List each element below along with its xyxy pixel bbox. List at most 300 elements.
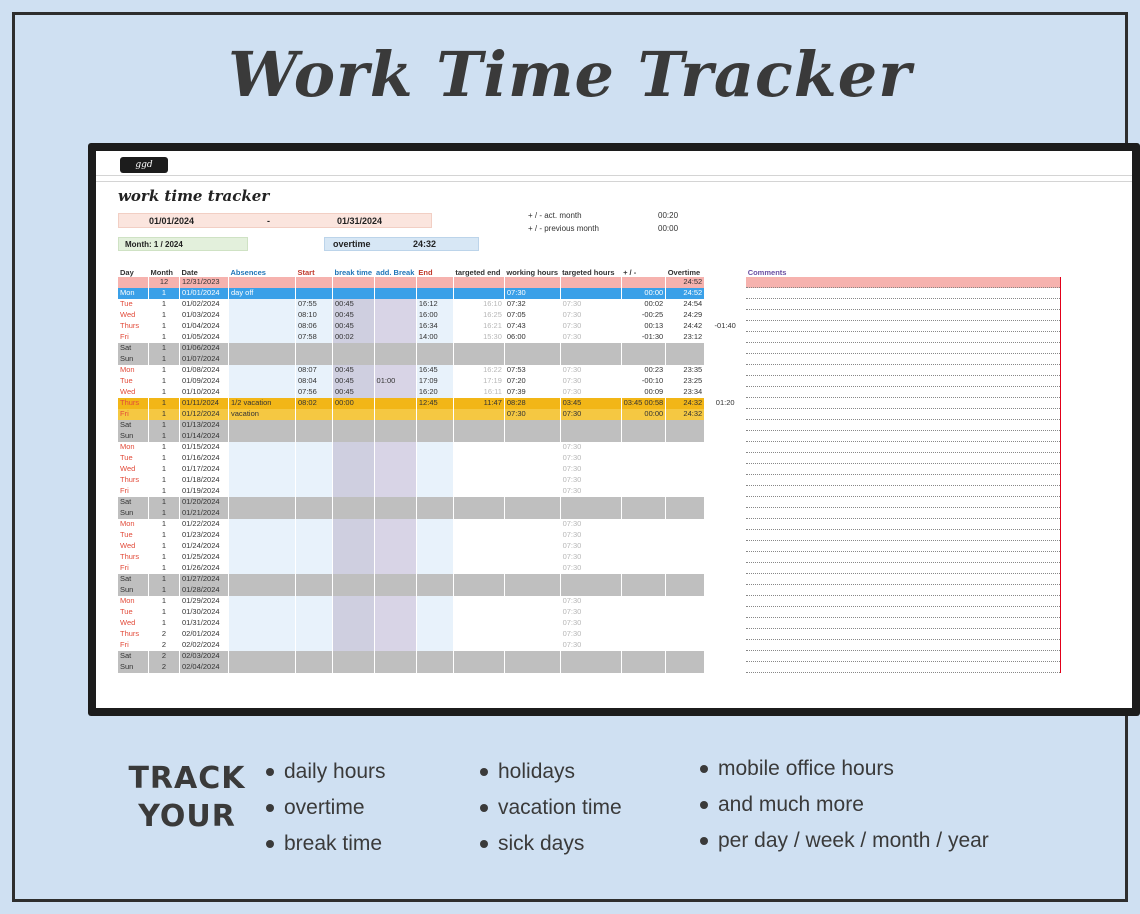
cell-ot[interactable] bbox=[666, 431, 705, 442]
cell-brk[interactable]: 00:45 bbox=[333, 376, 375, 387]
cell-pm[interactable] bbox=[621, 343, 666, 354]
cell-add[interactable] bbox=[374, 662, 416, 673]
cell-add[interactable] bbox=[374, 398, 416, 409]
cell-abs[interactable] bbox=[229, 310, 296, 321]
cell-ot[interactable] bbox=[666, 530, 705, 541]
cell-brk[interactable] bbox=[333, 409, 375, 420]
cell-abs[interactable] bbox=[229, 464, 296, 475]
cell-month[interactable]: 1 bbox=[149, 431, 180, 442]
cell-date[interactable]: 02/04/2024 bbox=[180, 662, 229, 673]
cell-start[interactable]: 08:07 bbox=[296, 365, 333, 376]
cell-brk[interactable]: 00:45 bbox=[333, 321, 375, 332]
cell-pm[interactable] bbox=[621, 563, 666, 574]
cell-tend[interactable] bbox=[453, 277, 504, 288]
cell-day[interactable]: Thurs bbox=[118, 629, 149, 640]
cell-week[interactable] bbox=[705, 640, 746, 651]
cell-brk[interactable]: 00:45 bbox=[333, 365, 375, 376]
cell-tend[interactable] bbox=[453, 442, 504, 453]
cell-day[interactable]: Wed bbox=[118, 387, 149, 398]
cell-ot[interactable]: 24:54 bbox=[666, 299, 705, 310]
cell-date[interactable]: 01/04/2024 bbox=[180, 321, 229, 332]
cell-wh[interactable] bbox=[504, 585, 560, 596]
cell-th[interactable]: 07:30 bbox=[560, 387, 621, 398]
cell-date[interactable]: 01/14/2024 bbox=[180, 431, 229, 442]
cell-start[interactable] bbox=[296, 497, 333, 508]
cell-date[interactable]: 01/24/2024 bbox=[180, 541, 229, 552]
cell-brk[interactable] bbox=[333, 618, 375, 629]
cell-month[interactable]: 1 bbox=[149, 288, 180, 299]
cell-tend[interactable] bbox=[453, 343, 504, 354]
cell-tend[interactable] bbox=[453, 475, 504, 486]
cell-date[interactable]: 01/06/2024 bbox=[180, 343, 229, 354]
cell-wh[interactable] bbox=[504, 453, 560, 464]
cell-wh[interactable] bbox=[504, 420, 560, 431]
cell-brk[interactable] bbox=[333, 343, 375, 354]
cell-abs[interactable] bbox=[229, 365, 296, 376]
cell-wh[interactable] bbox=[504, 651, 560, 662]
cell-date[interactable]: 01/27/2024 bbox=[180, 574, 229, 585]
cell-th[interactable] bbox=[560, 497, 621, 508]
cell-day[interactable]: Mon bbox=[118, 288, 149, 299]
cell-brk[interactable] bbox=[333, 420, 375, 431]
cell-day[interactable]: Wed bbox=[118, 541, 149, 552]
cell-day[interactable]: Fri bbox=[118, 409, 149, 420]
cell-cmt[interactable] bbox=[746, 398, 1061, 409]
cell-add[interactable] bbox=[374, 387, 416, 398]
cell-brk[interactable] bbox=[333, 640, 375, 651]
cell-cmt[interactable] bbox=[746, 277, 1061, 288]
cell-th[interactable]: 07:30 bbox=[560, 310, 621, 321]
cell-th[interactable]: 07:30 bbox=[560, 453, 621, 464]
cell-add[interactable] bbox=[374, 552, 416, 563]
cell-cmt[interactable] bbox=[746, 607, 1061, 618]
cell-abs[interactable] bbox=[229, 486, 296, 497]
cell-start[interactable] bbox=[296, 618, 333, 629]
cell-month[interactable]: 1 bbox=[149, 398, 180, 409]
cell-end[interactable] bbox=[416, 607, 453, 618]
cell-th[interactable]: 07:30 bbox=[560, 640, 621, 651]
cell-add[interactable] bbox=[374, 464, 416, 475]
cell-add[interactable]: 01:00 bbox=[374, 376, 416, 387]
cell-brk[interactable] bbox=[333, 607, 375, 618]
cell-day[interactable]: Thurs bbox=[118, 475, 149, 486]
cell-abs[interactable] bbox=[229, 431, 296, 442]
cell-week[interactable] bbox=[705, 629, 746, 640]
cell-pm[interactable] bbox=[621, 486, 666, 497]
cell-start[interactable]: 07:58 bbox=[296, 332, 333, 343]
cell-month[interactable]: 1 bbox=[149, 343, 180, 354]
cell-brk[interactable] bbox=[333, 497, 375, 508]
cell-wh[interactable]: 07:30 bbox=[504, 409, 560, 420]
cell-abs[interactable] bbox=[229, 387, 296, 398]
cell-month[interactable]: 2 bbox=[149, 629, 180, 640]
cell-ot[interactable]: 24:32 bbox=[666, 409, 705, 420]
cell-pm[interactable]: 00:13 bbox=[621, 321, 666, 332]
cell-week[interactable] bbox=[705, 541, 746, 552]
cell-tend[interactable]: 16:10 bbox=[453, 299, 504, 310]
cell-brk[interactable] bbox=[333, 464, 375, 475]
cell-wh[interactable]: 06:00 bbox=[504, 332, 560, 343]
cell-brk[interactable] bbox=[333, 541, 375, 552]
cell-day[interactable]: Sun bbox=[118, 508, 149, 519]
cell-ot[interactable] bbox=[666, 475, 705, 486]
cell-cmt[interactable] bbox=[746, 310, 1061, 321]
cell-add[interactable] bbox=[374, 486, 416, 497]
cell-day[interactable]: Thurs bbox=[118, 398, 149, 409]
cell-date[interactable]: 01/05/2024 bbox=[180, 332, 229, 343]
cell-day[interactable]: Sat bbox=[118, 574, 149, 585]
cell-ot[interactable]: 23:12 bbox=[666, 332, 705, 343]
cell-month[interactable]: 1 bbox=[149, 442, 180, 453]
cell-ot[interactable]: 24:52 bbox=[666, 277, 705, 288]
cell-brk[interactable] bbox=[333, 552, 375, 563]
cell-start[interactable]: 08:02 bbox=[296, 398, 333, 409]
cell-cmt[interactable] bbox=[746, 486, 1061, 497]
cell-cmt[interactable] bbox=[746, 409, 1061, 420]
cell-brk[interactable]: 00:45 bbox=[333, 310, 375, 321]
cell-week[interactable] bbox=[705, 596, 746, 607]
cell-start[interactable] bbox=[296, 585, 333, 596]
cell-end[interactable]: 16:20 bbox=[416, 387, 453, 398]
cell-abs[interactable] bbox=[229, 508, 296, 519]
cell-day[interactable]: Thurs bbox=[118, 321, 149, 332]
cell-month[interactable]: 1 bbox=[149, 519, 180, 530]
table-row[interactable] bbox=[118, 574, 1061, 585]
cell-date[interactable]: 01/22/2024 bbox=[180, 519, 229, 530]
cell-add[interactable] bbox=[374, 574, 416, 585]
cell-ot[interactable]: 23:34 bbox=[666, 387, 705, 398]
cell-end[interactable] bbox=[416, 431, 453, 442]
cell-abs[interactable] bbox=[229, 277, 296, 288]
cell-date[interactable]: 01/10/2024 bbox=[180, 387, 229, 398]
cell-tend[interactable] bbox=[453, 629, 504, 640]
cell-tend[interactable] bbox=[453, 288, 504, 299]
cell-th[interactable]: 07:30 bbox=[560, 409, 621, 420]
cell-week[interactable] bbox=[705, 453, 746, 464]
cell-end[interactable] bbox=[416, 662, 453, 673]
cell-week[interactable] bbox=[705, 618, 746, 629]
cell-tend[interactable] bbox=[453, 541, 504, 552]
table-row[interactable] bbox=[118, 486, 1061, 497]
cell-cmt[interactable] bbox=[746, 497, 1061, 508]
cell-th[interactable] bbox=[560, 343, 621, 354]
cell-add[interactable] bbox=[374, 354, 416, 365]
cell-week[interactable]: -01:40 bbox=[705, 321, 746, 332]
cell-day[interactable]: Fri bbox=[118, 486, 149, 497]
cell-week[interactable] bbox=[705, 651, 746, 662]
cell-end[interactable] bbox=[416, 354, 453, 365]
table-row[interactable] bbox=[118, 618, 1061, 629]
cell-ot[interactable] bbox=[666, 585, 705, 596]
cell-abs[interactable]: 1/2 vacation bbox=[229, 398, 296, 409]
cell-th[interactable] bbox=[560, 585, 621, 596]
cell-pm[interactable]: 00:23 bbox=[621, 365, 666, 376]
cell-tend[interactable]: 16:11 bbox=[453, 387, 504, 398]
cell-abs[interactable] bbox=[229, 519, 296, 530]
cell-week[interactable]: 01:20 bbox=[705, 398, 746, 409]
cell-end[interactable] bbox=[416, 563, 453, 574]
cell-start[interactable] bbox=[296, 508, 333, 519]
cell-start[interactable]: 07:55 bbox=[296, 299, 333, 310]
cell-day[interactable]: Sat bbox=[118, 651, 149, 662]
cell-week[interactable] bbox=[705, 464, 746, 475]
cell-ot[interactable] bbox=[666, 464, 705, 475]
cell-week[interactable] bbox=[705, 310, 746, 321]
cell-ot[interactable] bbox=[666, 662, 705, 673]
cell-ot[interactable] bbox=[666, 519, 705, 530]
cell-wh[interactable]: 07:20 bbox=[504, 376, 560, 387]
cell-cmt[interactable] bbox=[746, 519, 1061, 530]
cell-day[interactable]: Tue bbox=[118, 607, 149, 618]
cell-month[interactable]: 1 bbox=[149, 321, 180, 332]
cell-wh[interactable] bbox=[504, 343, 560, 354]
cell-ot[interactable] bbox=[666, 486, 705, 497]
cell-end[interactable] bbox=[416, 409, 453, 420]
cell-wh[interactable] bbox=[504, 541, 560, 552]
cell-wh[interactable]: 07:30 bbox=[504, 288, 560, 299]
cell-cmt[interactable] bbox=[746, 299, 1061, 310]
cell-brk[interactable] bbox=[333, 431, 375, 442]
cell-th[interactable] bbox=[560, 354, 621, 365]
cell-pm[interactable]: 03:45 00:58 bbox=[621, 398, 666, 409]
cell-date[interactable]: 01/11/2024 bbox=[180, 398, 229, 409]
cell-add[interactable] bbox=[374, 541, 416, 552]
cell-brk[interactable] bbox=[333, 277, 375, 288]
cell-cmt[interactable] bbox=[746, 464, 1061, 475]
cell-ot[interactable]: 23:25 bbox=[666, 376, 705, 387]
cell-th[interactable]: 07:30 bbox=[560, 519, 621, 530]
cell-ot[interactable]: 24:32 bbox=[666, 398, 705, 409]
table-row[interactable] bbox=[118, 409, 1061, 420]
cell-start[interactable] bbox=[296, 420, 333, 431]
cell-start[interactable] bbox=[296, 343, 333, 354]
cell-th[interactable] bbox=[560, 420, 621, 431]
cell-date[interactable]: 01/17/2024 bbox=[180, 464, 229, 475]
cell-abs[interactable] bbox=[229, 563, 296, 574]
cell-ot[interactable] bbox=[666, 453, 705, 464]
cell-th[interactable]: 07:30 bbox=[560, 618, 621, 629]
cell-pm[interactable] bbox=[621, 453, 666, 464]
cell-week[interactable] bbox=[705, 530, 746, 541]
cell-ot[interactable] bbox=[666, 343, 705, 354]
cell-add[interactable] bbox=[374, 442, 416, 453]
table-row[interactable] bbox=[118, 497, 1061, 508]
cell-brk[interactable] bbox=[333, 508, 375, 519]
cell-wh[interactable] bbox=[504, 442, 560, 453]
cell-week[interactable] bbox=[705, 519, 746, 530]
cell-brk[interactable] bbox=[333, 288, 375, 299]
cell-week[interactable] bbox=[705, 662, 746, 673]
cell-wh[interactable] bbox=[504, 552, 560, 563]
cell-brk[interactable] bbox=[333, 651, 375, 662]
cell-start[interactable] bbox=[296, 596, 333, 607]
cell-abs[interactable] bbox=[229, 541, 296, 552]
cell-month[interactable]: 1 bbox=[149, 310, 180, 321]
cell-day[interactable]: Wed bbox=[118, 618, 149, 629]
cell-cmt[interactable] bbox=[746, 640, 1061, 651]
cell-pm[interactable] bbox=[621, 475, 666, 486]
cell-tend[interactable] bbox=[453, 464, 504, 475]
cell-date[interactable]: 01/13/2024 bbox=[180, 420, 229, 431]
cell-week[interactable] bbox=[705, 332, 746, 343]
cell-date[interactable]: 01/26/2024 bbox=[180, 563, 229, 574]
cell-th[interactable]: 07:30 bbox=[560, 365, 621, 376]
cell-th[interactable]: 07:30 bbox=[560, 541, 621, 552]
cell-date[interactable]: 01/28/2024 bbox=[180, 585, 229, 596]
cell-abs[interactable] bbox=[229, 299, 296, 310]
table-row[interactable] bbox=[118, 651, 1061, 662]
cell-tend[interactable] bbox=[453, 530, 504, 541]
cell-start[interactable] bbox=[296, 640, 333, 651]
cell-pm[interactable]: 00:09 bbox=[621, 387, 666, 398]
table-row[interactable] bbox=[118, 607, 1061, 618]
cell-cmt[interactable] bbox=[746, 530, 1061, 541]
cell-cmt[interactable] bbox=[746, 629, 1061, 640]
cell-wh[interactable]: 07:05 bbox=[504, 310, 560, 321]
cell-tend[interactable] bbox=[453, 409, 504, 420]
cell-end[interactable]: 14:00 bbox=[416, 332, 453, 343]
cell-start[interactable] bbox=[296, 453, 333, 464]
cell-week[interactable] bbox=[705, 299, 746, 310]
cell-end[interactable]: 16:12 bbox=[416, 299, 453, 310]
cell-day[interactable]: Mon bbox=[118, 596, 149, 607]
cell-week[interactable] bbox=[705, 431, 746, 442]
table-row[interactable] bbox=[118, 354, 1061, 365]
cell-pm[interactable]: -00:10 bbox=[621, 376, 666, 387]
cell-day[interactable]: Fri bbox=[118, 563, 149, 574]
cell-ot[interactable] bbox=[666, 420, 705, 431]
cell-pm[interactable] bbox=[621, 585, 666, 596]
spreadsheet-canvas[interactable] bbox=[96, 151, 1132, 708]
cell-start[interactable] bbox=[296, 574, 333, 585]
cell-wh[interactable] bbox=[504, 464, 560, 475]
cell-week[interactable] bbox=[705, 354, 746, 365]
cell-week[interactable] bbox=[705, 574, 746, 585]
cell-add[interactable] bbox=[374, 288, 416, 299]
cell-month[interactable]: 1 bbox=[149, 497, 180, 508]
cell-add[interactable] bbox=[374, 497, 416, 508]
table-row[interactable] bbox=[118, 563, 1061, 574]
cell-tend[interactable] bbox=[453, 354, 504, 365]
cell-day[interactable]: Sat bbox=[118, 420, 149, 431]
cell-cmt[interactable] bbox=[746, 585, 1061, 596]
cell-week[interactable] bbox=[705, 387, 746, 398]
cell-week[interactable] bbox=[705, 409, 746, 420]
cell-cmt[interactable] bbox=[746, 651, 1061, 662]
cell-pm[interactable] bbox=[621, 530, 666, 541]
cell-end[interactable] bbox=[416, 574, 453, 585]
cell-pm[interactable] bbox=[621, 519, 666, 530]
cell-month[interactable]: 1 bbox=[149, 486, 180, 497]
cell-pm[interactable] bbox=[621, 662, 666, 673]
cell-abs[interactable] bbox=[229, 530, 296, 541]
table-row[interactable] bbox=[118, 277, 1061, 288]
cell-pm[interactable] bbox=[621, 541, 666, 552]
cell-week[interactable] bbox=[705, 508, 746, 519]
table-row[interactable] bbox=[118, 640, 1061, 651]
cell-tend[interactable] bbox=[453, 486, 504, 497]
cell-start[interactable]: 07:56 bbox=[296, 387, 333, 398]
cell-add[interactable] bbox=[374, 321, 416, 332]
cell-start[interactable] bbox=[296, 486, 333, 497]
cell-day[interactable]: Sun bbox=[118, 354, 149, 365]
cell-tend[interactable] bbox=[453, 596, 504, 607]
cell-add[interactable] bbox=[374, 409, 416, 420]
cell-cmt[interactable] bbox=[746, 420, 1061, 431]
cell-end[interactable] bbox=[416, 486, 453, 497]
cell-month[interactable]: 1 bbox=[149, 596, 180, 607]
cell-cmt[interactable] bbox=[746, 387, 1061, 398]
cell-pm[interactable] bbox=[621, 574, 666, 585]
cell-wh[interactable] bbox=[504, 618, 560, 629]
cell-th[interactable]: 07:30 bbox=[560, 629, 621, 640]
cell-month[interactable]: 1 bbox=[149, 332, 180, 343]
cell-th[interactable] bbox=[560, 277, 621, 288]
cell-cmt[interactable] bbox=[746, 343, 1061, 354]
cell-pm[interactable] bbox=[621, 596, 666, 607]
table-row[interactable] bbox=[118, 629, 1061, 640]
cell-wh[interactable] bbox=[504, 497, 560, 508]
table-row[interactable] bbox=[118, 596, 1061, 607]
cell-start[interactable] bbox=[296, 464, 333, 475]
cell-th[interactable]: 07:30 bbox=[560, 486, 621, 497]
cell-end[interactable] bbox=[416, 585, 453, 596]
cell-date[interactable]: 01/25/2024 bbox=[180, 552, 229, 563]
cell-day[interactable]: Wed bbox=[118, 464, 149, 475]
cell-abs[interactable] bbox=[229, 651, 296, 662]
cell-tend[interactable]: 17:19 bbox=[453, 376, 504, 387]
cell-date[interactable]: 01/29/2024 bbox=[180, 596, 229, 607]
cell-brk[interactable] bbox=[333, 354, 375, 365]
table-row[interactable] bbox=[118, 398, 1061, 409]
cell-brk[interactable] bbox=[333, 563, 375, 574]
cell-cmt[interactable] bbox=[746, 552, 1061, 563]
date-range-bar[interactable] bbox=[118, 213, 432, 228]
cell-abs[interactable] bbox=[229, 629, 296, 640]
cell-abs[interactable] bbox=[229, 662, 296, 673]
cell-day[interactable] bbox=[118, 277, 149, 288]
cell-end[interactable] bbox=[416, 453, 453, 464]
cell-pm[interactable] bbox=[621, 431, 666, 442]
cell-pm[interactable] bbox=[621, 607, 666, 618]
cell-cmt[interactable] bbox=[746, 365, 1061, 376]
cell-brk[interactable] bbox=[333, 475, 375, 486]
cell-add[interactable] bbox=[374, 332, 416, 343]
cell-date[interactable]: 01/23/2024 bbox=[180, 530, 229, 541]
cell-abs[interactable] bbox=[229, 354, 296, 365]
cell-end[interactable] bbox=[416, 519, 453, 530]
cell-date[interactable]: 12/31/2023 bbox=[180, 277, 229, 288]
cell-start[interactable] bbox=[296, 563, 333, 574]
cell-ot[interactable] bbox=[666, 497, 705, 508]
cell-ot[interactable] bbox=[666, 563, 705, 574]
cell-start[interactable] bbox=[296, 552, 333, 563]
cell-add[interactable] bbox=[374, 475, 416, 486]
cell-week[interactable] bbox=[705, 552, 746, 563]
cell-day[interactable]: Tue bbox=[118, 299, 149, 310]
cell-wh[interactable] bbox=[504, 629, 560, 640]
cell-day[interactable]: Sat bbox=[118, 497, 149, 508]
table-row[interactable] bbox=[118, 453, 1061, 464]
cell-week[interactable] bbox=[705, 563, 746, 574]
cell-week[interactable] bbox=[705, 607, 746, 618]
cell-start[interactable] bbox=[296, 629, 333, 640]
cell-month[interactable]: 1 bbox=[149, 508, 180, 519]
cell-tend[interactable] bbox=[453, 497, 504, 508]
cell-tend[interactable] bbox=[453, 519, 504, 530]
cell-end[interactable]: 16:00 bbox=[416, 310, 453, 321]
cell-add[interactable] bbox=[374, 508, 416, 519]
